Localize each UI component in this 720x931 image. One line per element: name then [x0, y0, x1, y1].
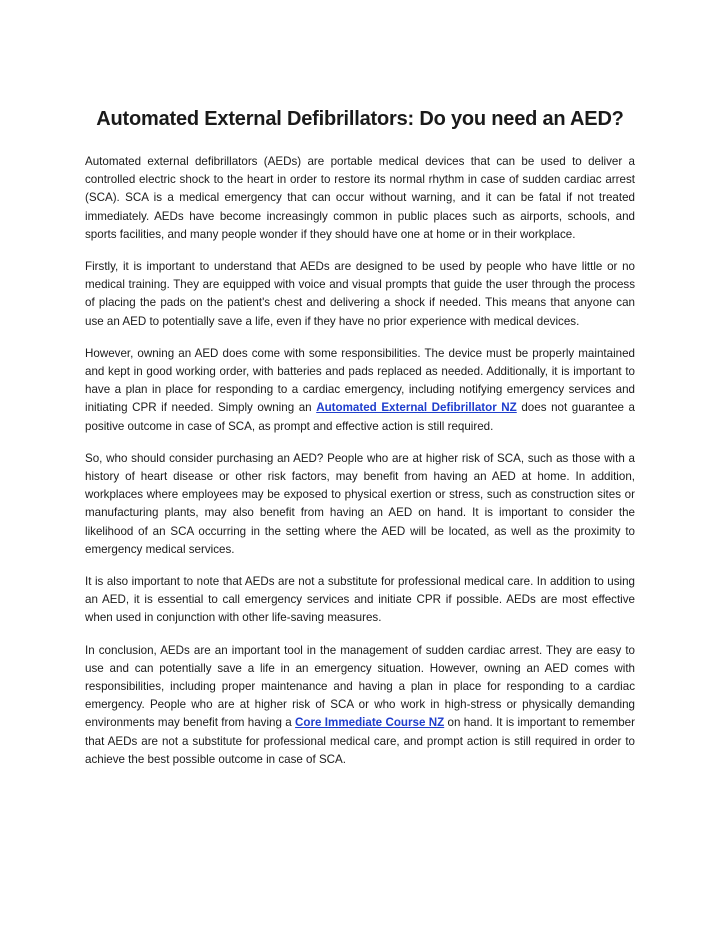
paragraph-text: In conclusion, AEDs are an important tool in the management of sudden cardiac arrest. They are easy to use and can potentially save a life in an emergency situation. However, owning an AED comes with responsibilities, including proper maintenance and having a plan in place for responding to a cardiac emergency. People who are at higher risk of SCA or who work in high-stress or physically demanding environments may benefit from having a [85, 643, 635, 730]
core-immediate-course-link[interactable]: Core Immediate Course NZ [295, 716, 445, 730]
paragraph-training: Firstly, it is important to understand that AEDs are designed to be used by people who have little or no medical training. They are equipped with voice and visual prompts that guide the user through the process of placing the pads on the patient's chest and delivering a shock if needed. This means that anyone can use an AED to potentially save a life, even if they have no prior experience with medical devices. [85, 260, 635, 328]
document-page [85, 108, 635, 783]
paragraph-conclusion [85, 642, 635, 769]
page-title: Automated External Defibrillators: Do you need an AED? [96, 108, 624, 130]
paragraph-text: However, owning an AED does come with some responsibilities. The device must be properly maintained and kept in good working order, with batteries and pads replaced as needed. Additionally, it is important to have a plan in place for responding to a cardiac emergency, including notifying emergency services and initiating CPR if needed. Simply owning an [85, 346, 635, 415]
paragraph-responsibilities [85, 345, 635, 436]
paragraph-who-should-buy: So, who should consider purchasing an AED? People who are at higher risk of SCA, such as those with a history of heart disease or other risk factors, may benefit from having an AED at home. In addition, workplaces where employees may be exposed to physical exertion or stress, such as construction sites or manufacturing plants, may also benefit from having an AED on hand. It is important to consider the likelihood of an SCA occurring in the setting where the AED will be located, as well as the proximity to emergency medical services. [85, 451, 635, 556]
aed-nz-link[interactable]: Automated External Defibrillator NZ [316, 401, 517, 415]
paragraph-not-substitute: It is also important to note that AEDs are not a substitute for professional medical care. In addition to using an AED, it is essential to call emergency services and initiate CPR if possible. AEDs are most effective when used in conjunction with other life-saving measures. [85, 575, 635, 625]
paragraph-intro: Automated external defibrillators (AEDs) are portable medical devices that can be used to deliver a controlled electric shock to the heart in order to restore its normal rhythm in case of sudden cardiac arrest (SCA). SCA is a medical emergency that can occur without warning, and it can be fatal if not treated immediately. AEDs have become increasingly common in public places such as airports, schools, and sports facilities, and many people wonder if they should have one at home or in their workplace. [85, 155, 635, 241]
paragraph-text: on hand. It is important to remember that AEDs are not a substitute for professional medical care, and prompt action is still required in order to achieve the best possible outcome in case of SCA. [85, 716, 635, 766]
paragraph-text: does not guarantee a positive outcome in case of SCA, as prompt and effective action is still required. [85, 401, 636, 433]
